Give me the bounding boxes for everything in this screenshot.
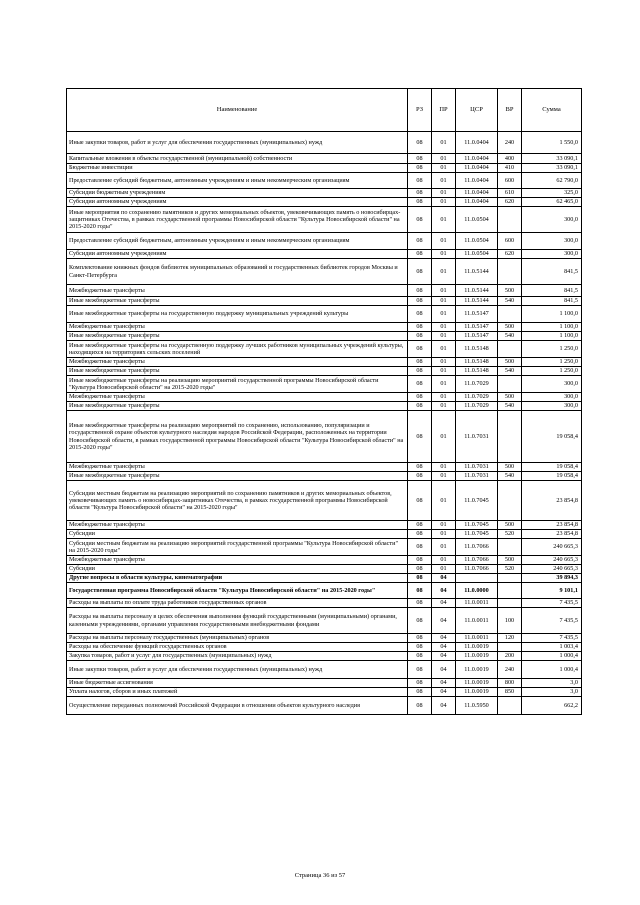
cell-csr: 11.0.5144	[456, 297, 498, 306]
cell-name: Предоставление субсидий бюджетным, автономным учреждениям и иным некоммерческим организациям	[67, 173, 408, 189]
cell-vr: 540	[498, 472, 522, 481]
cell-sum: 1 100,0	[522, 306, 582, 323]
table-row	[67, 306, 582, 323]
cell-vr	[498, 697, 522, 715]
cell-rz: 08	[408, 574, 432, 583]
cell-pr: 01	[432, 306, 456, 323]
table-row	[67, 463, 582, 472]
cell-name: Иные межбюджетные трансферты	[67, 402, 408, 411]
cell-rz: 08	[408, 376, 432, 393]
cell-vr: 540	[498, 297, 522, 306]
cell-sum: 23 854,8	[522, 530, 582, 539]
cell-rz: 08	[408, 259, 432, 285]
cell-rz: 08	[408, 358, 432, 367]
table-row	[67, 688, 582, 697]
cell-csr: 11.0.0404	[456, 164, 498, 173]
cell-rz: 08	[408, 688, 432, 697]
cell-vr: 120	[498, 634, 522, 643]
header-name: Наименование	[67, 89, 408, 132]
cell-vr	[498, 411, 522, 463]
table-body	[67, 132, 582, 715]
cell-vr: 240	[498, 661, 522, 679]
cell-name: Предоставление субсидий бюджетным, автономным учреждениям и иным некоммерческим организациям	[67, 233, 408, 250]
cell-csr: 11.0.0404	[456, 132, 498, 154]
cell-vr: 540	[498, 367, 522, 376]
cell-pr: 01	[432, 472, 456, 481]
cell-pr: 01	[432, 207, 456, 233]
cell-sum: 1 550,0	[522, 132, 582, 154]
table-row	[67, 367, 582, 376]
cell-csr: 11.0.7045	[456, 481, 498, 521]
cell-rz: 08	[408, 173, 432, 189]
cell-sum: 841,5	[522, 297, 582, 306]
cell-csr: 11.0.0404	[456, 154, 498, 164]
cell-name: Субсидии местным бюджетам на реализацию мероприятий по сохранению памятников и других мемориальных объектов, увековечивающих память о новосибирцах-защитниках Отечества, в рамках государственной программы Новосибирской области "Культура Новосибирской области" на 2015-2020 годы"	[67, 481, 408, 521]
cell-vr: 620	[498, 250, 522, 259]
cell-name: Иные бюджетные ассигнования	[67, 679, 408, 688]
cell-name: Расходы на выплаты персоналу государственных (муниципальных) органов	[67, 634, 408, 643]
cell-name: Субсидии	[67, 565, 408, 574]
cell-name: Межбюджетные трансферты	[67, 463, 408, 472]
cell-csr: 11.0.7066	[456, 539, 498, 556]
cell-sum: 9 101,1	[522, 583, 582, 599]
cell-rz: 08	[408, 652, 432, 661]
cell-pr: 01	[432, 393, 456, 402]
cell-sum: 19 058,4	[522, 411, 582, 463]
cell-rz: 08	[408, 583, 432, 599]
cell-pr: 04	[432, 634, 456, 643]
cell-sum: 1 100,0	[522, 323, 582, 332]
cell-csr: 11.0.0504	[456, 233, 498, 250]
cell-csr: 11.0.0504	[456, 250, 498, 259]
cell-sum: 300,0	[522, 250, 582, 259]
cell-sum: 300,0	[522, 402, 582, 411]
cell-csr: 11.0.5144	[456, 285, 498, 297]
budget-table-container	[66, 88, 581, 715]
cell-csr: 11.0.0504	[456, 207, 498, 233]
cell-vr	[498, 599, 522, 608]
header-vr: ВР	[498, 89, 522, 132]
cell-rz: 08	[408, 472, 432, 481]
cell-csr: 11.0.0019	[456, 679, 498, 688]
cell-name: Капитальные вложения в объекты государственной (муниципальной) собственности	[67, 154, 408, 164]
cell-csr: 11.0.0404	[456, 198, 498, 207]
cell-csr: 11.0.7029	[456, 393, 498, 402]
cell-rz: 08	[408, 608, 432, 634]
cell-pr: 01	[432, 367, 456, 376]
cell-vr	[498, 207, 522, 233]
cell-sum: 33 090,1	[522, 164, 582, 173]
cell-pr: 04	[432, 661, 456, 679]
cell-name: Иные межбюджетные трансферты	[67, 367, 408, 376]
cell-csr: 11.0.0404	[456, 173, 498, 189]
cell-vr: 850	[498, 688, 522, 697]
cell-rz: 08	[408, 285, 432, 297]
cell-pr: 01	[432, 164, 456, 173]
cell-sum: 3,0	[522, 679, 582, 688]
cell-pr: 04	[432, 574, 456, 583]
cell-csr: 11.0.7029	[456, 402, 498, 411]
table-row	[67, 697, 582, 715]
cell-pr: 01	[432, 556, 456, 565]
cell-csr: 11.0.5148	[456, 358, 498, 367]
cell-name: Межбюджетные трансферты	[67, 393, 408, 402]
cell-pr: 01	[432, 297, 456, 306]
cell-vr: 500	[498, 463, 522, 472]
cell-rz: 08	[408, 393, 432, 402]
cell-csr: 11.0.7031	[456, 411, 498, 463]
cell-rz: 08	[408, 341, 432, 358]
budget-table	[66, 88, 582, 715]
cell-csr: 11.0.5147	[456, 332, 498, 341]
cell-pr: 01	[432, 411, 456, 463]
cell-pr: 01	[432, 402, 456, 411]
cell-sum: 325,0	[522, 189, 582, 198]
table-row	[67, 481, 582, 521]
table-row	[67, 574, 582, 583]
cell-name: Расходы на выплаты персоналу в целях обеспечения выполнения функций государственными (муниципальными) органами, казенными учреждениями, органами управления государственными внебюджетными фондами	[67, 608, 408, 634]
cell-vr: 400	[498, 154, 522, 164]
cell-name: Расходы на обеспечение функций государственных органов	[67, 643, 408, 652]
cell-csr: 11.0.0000	[456, 583, 498, 599]
cell-sum: 19 058,4	[522, 463, 582, 472]
cell-vr	[498, 583, 522, 599]
cell-pr: 01	[432, 323, 456, 332]
table-row	[67, 539, 582, 556]
cell-csr: 11.0.7045	[456, 530, 498, 539]
cell-name: Иные межбюджетные трансферты на реализацию мероприятий государственной программы Новосибирской области "Культура Новосибирской области" на 2015-2020 годы"	[67, 376, 408, 393]
cell-pr: 01	[432, 539, 456, 556]
cell-rz: 08	[408, 661, 432, 679]
cell-csr: 11.0.5144	[456, 259, 498, 285]
cell-vr	[498, 341, 522, 358]
cell-rz: 08	[408, 521, 432, 530]
cell-sum: 1 250,0	[522, 367, 582, 376]
cell-rz: 08	[408, 332, 432, 341]
cell-vr: 410	[498, 164, 522, 173]
cell-rz: 08	[408, 189, 432, 198]
cell-name: Иные межбюджетные трансферты	[67, 297, 408, 306]
cell-pr: 01	[432, 463, 456, 472]
table-row	[67, 376, 582, 393]
cell-sum: 33 090,1	[522, 154, 582, 164]
cell-rz: 08	[408, 679, 432, 688]
cell-vr	[498, 306, 522, 323]
table-row	[67, 402, 582, 411]
cell-name: Иные межбюджетные трансферты	[67, 332, 408, 341]
table-row	[67, 358, 582, 367]
cell-csr: 11.0.7066	[456, 556, 498, 565]
cell-csr: 11.0.5148	[456, 341, 498, 358]
cell-rz: 08	[408, 697, 432, 715]
cell-csr	[456, 574, 498, 583]
table-row	[67, 521, 582, 530]
cell-pr: 01	[432, 565, 456, 574]
cell-rz: 08	[408, 207, 432, 233]
cell-csr: 11.0.7066	[456, 565, 498, 574]
table-row	[67, 323, 582, 332]
header-pr: ПР	[432, 89, 456, 132]
cell-pr: 01	[432, 132, 456, 154]
cell-name: Другие вопросы в области культуры, кинематографии	[67, 574, 408, 583]
table-row	[67, 198, 582, 207]
header-sum: Сумма	[522, 89, 582, 132]
table-row	[67, 652, 582, 661]
cell-rz: 08	[408, 556, 432, 565]
cell-vr: 520	[498, 565, 522, 574]
cell-sum: 1 000,4	[522, 661, 582, 679]
cell-name: Субсидии бюджетным учреждениям	[67, 189, 408, 198]
cell-rz: 08	[408, 599, 432, 608]
table-row	[67, 164, 582, 173]
cell-vr: 540	[498, 402, 522, 411]
table-row	[67, 679, 582, 688]
cell-sum: 7 435,5	[522, 599, 582, 608]
table-row	[67, 233, 582, 250]
cell-sum: 3,0	[522, 688, 582, 697]
cell-name: Бюджетные инвестиции	[67, 164, 408, 173]
cell-name: Субсидии автономным учреждениям	[67, 198, 408, 207]
cell-vr: 240	[498, 132, 522, 154]
cell-pr: 01	[432, 376, 456, 393]
table-row	[67, 250, 582, 259]
table-row	[67, 341, 582, 358]
table-row	[67, 189, 582, 198]
table-row	[67, 332, 582, 341]
cell-csr: 11.0.7031	[456, 463, 498, 472]
cell-rz: 08	[408, 323, 432, 332]
header-csr: ЦСР	[456, 89, 498, 132]
cell-sum: 1 250,0	[522, 358, 582, 367]
cell-pr: 01	[432, 189, 456, 198]
cell-vr	[498, 539, 522, 556]
cell-csr: 11.0.0019	[456, 643, 498, 652]
table-row	[67, 661, 582, 679]
cell-pr: 04	[432, 599, 456, 608]
cell-pr: 01	[432, 521, 456, 530]
cell-pr: 04	[432, 679, 456, 688]
cell-name: Межбюджетные трансферты	[67, 521, 408, 530]
cell-sum: 300,0	[522, 393, 582, 402]
cell-vr: 100	[498, 608, 522, 634]
cell-pr: 01	[432, 198, 456, 207]
cell-pr: 01	[432, 341, 456, 358]
table-row	[67, 530, 582, 539]
cell-sum: 7 435,5	[522, 634, 582, 643]
cell-pr: 01	[432, 481, 456, 521]
cell-pr: 01	[432, 154, 456, 164]
cell-rz: 08	[408, 565, 432, 574]
table-row	[67, 608, 582, 634]
table-row	[67, 393, 582, 402]
cell-rz: 08	[408, 643, 432, 652]
cell-sum: 300,0	[522, 233, 582, 250]
cell-sum: 841,5	[522, 259, 582, 285]
cell-name: Межбюджетные трансферты	[67, 285, 408, 297]
cell-vr	[498, 259, 522, 285]
cell-vr: 500	[498, 358, 522, 367]
cell-vr: 520	[498, 530, 522, 539]
cell-pr: 01	[432, 259, 456, 285]
table-row	[67, 583, 582, 599]
cell-vr: 800	[498, 679, 522, 688]
cell-sum: 19 058,4	[522, 472, 582, 481]
cell-pr: 04	[432, 652, 456, 661]
cell-sum: 23 854,8	[522, 481, 582, 521]
cell-rz: 08	[408, 539, 432, 556]
cell-csr: 11.0.7029	[456, 376, 498, 393]
cell-sum: 300,0	[522, 376, 582, 393]
cell-csr: 11.0.7031	[456, 472, 498, 481]
cell-pr: 04	[432, 608, 456, 634]
cell-rz: 08	[408, 132, 432, 154]
cell-name: Осуществление переданных полномочий Российской Федерации в отношении объектов культурного наследия	[67, 697, 408, 715]
cell-vr	[498, 376, 522, 393]
cell-csr: 11.0.0011	[456, 599, 498, 608]
cell-name: Субсидии	[67, 530, 408, 539]
table-row	[67, 556, 582, 565]
cell-csr: 11.0.0011	[456, 608, 498, 634]
cell-vr	[498, 643, 522, 652]
cell-csr: 11.0.5950	[456, 697, 498, 715]
table-header-row	[67, 89, 582, 132]
table-row	[67, 207, 582, 233]
cell-pr: 04	[432, 688, 456, 697]
cell-name: Иные закупки товаров, работ и услуг для обеспечения государственных (муниципальных) нужд	[67, 661, 408, 679]
cell-name: Субсидии местным бюджетам на реализацию мероприятий государственной программы "Культура Новосибирской области" на 2015-2020 годы"	[67, 539, 408, 556]
cell-csr: 11.0.5147	[456, 306, 498, 323]
cell-csr: 11.0.5147	[456, 323, 498, 332]
cell-pr: 04	[432, 643, 456, 652]
cell-sum: 7 435,5	[522, 608, 582, 634]
cell-sum: 240 665,3	[522, 556, 582, 565]
cell-pr: 01	[432, 332, 456, 341]
table-row	[67, 472, 582, 481]
cell-vr: 200	[498, 652, 522, 661]
cell-sum: 300,0	[522, 207, 582, 233]
table-row	[67, 411, 582, 463]
cell-name: Иные межбюджетные трансферты на реализацию мероприятий по сохранению, использованию, популяризации и государственной охране объектов культурного наследия народов Российской Федерации, расположенных на территории Новосибирской области, в рамках государственной программы Новосибирской области "Культура Новосибирской области" на 2015-2020 годы"	[67, 411, 408, 463]
cell-pr: 01	[432, 173, 456, 189]
cell-rz: 08	[408, 164, 432, 173]
cell-name: Субсидии автономным учреждениям	[67, 250, 408, 259]
header-rz: РЗ	[408, 89, 432, 132]
cell-rz: 08	[408, 154, 432, 164]
cell-name: Комплектование книжных фондов библиотек муниципальных образований и государственных библиотек городов Москвы и Санкт-Петербурга	[67, 259, 408, 285]
cell-pr: 01	[432, 250, 456, 259]
cell-sum: 1 250,0	[522, 341, 582, 358]
table-row	[67, 173, 582, 189]
table-row	[67, 297, 582, 306]
cell-sum: 62 790,0	[522, 173, 582, 189]
cell-csr: 11.0.0019	[456, 661, 498, 679]
cell-sum: 841,5	[522, 285, 582, 297]
cell-vr: 600	[498, 233, 522, 250]
page-footer: Страница 36 из 57	[294, 872, 346, 879]
cell-name: Иные мероприятия по сохранению памятников и других мемориальных объектов, увековечивающих память о новосибирцах-защитниках Отечества, в рамках государственной программы Новосибирской области "Культура Новосибирской области" на 2015-2020 годы"	[67, 207, 408, 233]
cell-rz: 08	[408, 402, 432, 411]
cell-sum: 662,2	[522, 697, 582, 715]
cell-name: Иные закупки товаров, работ и услуг для обеспечения государственных (муниципальных) нужд	[67, 132, 408, 154]
cell-rz: 08	[408, 250, 432, 259]
cell-vr: 500	[498, 393, 522, 402]
cell-name: Закупка товаров, работ и услуг для государственных (муниципальных) нужд	[67, 652, 408, 661]
cell-rz: 08	[408, 634, 432, 643]
cell-csr: 11.0.5148	[456, 367, 498, 376]
cell-name: Иные межбюджетные трансферты на государственную поддержку лучших работников муниципальных учреждений культуры, находящихся на территориях сельских поселений	[67, 341, 408, 358]
cell-sum: 62 465,0	[522, 198, 582, 207]
cell-vr: 500	[498, 285, 522, 297]
cell-sum: 23 854,8	[522, 521, 582, 530]
table-row	[67, 285, 582, 297]
cell-name: Расходы на выплаты по оплате труда работников государственных органов	[67, 599, 408, 608]
cell-rz: 08	[408, 463, 432, 472]
cell-vr: 500	[498, 556, 522, 565]
table-row	[67, 634, 582, 643]
cell-rz: 08	[408, 481, 432, 521]
cell-vr: 610	[498, 189, 522, 198]
cell-sum: 39 894,3	[522, 574, 582, 583]
cell-pr: 04	[432, 697, 456, 715]
cell-sum: 1 100,0	[522, 332, 582, 341]
cell-name: Иные межбюджетные трансферты	[67, 472, 408, 481]
cell-rz: 08	[408, 297, 432, 306]
cell-sum: 240 665,3	[522, 565, 582, 574]
cell-csr: 11.0.0011	[456, 634, 498, 643]
cell-vr: 540	[498, 332, 522, 341]
cell-name: Уплата налогов, сборов и иных платежей	[67, 688, 408, 697]
cell-pr: 01	[432, 285, 456, 297]
table-row	[67, 259, 582, 285]
cell-rz: 08	[408, 306, 432, 323]
cell-rz: 08	[408, 530, 432, 539]
cell-csr: 11.0.7045	[456, 521, 498, 530]
cell-vr: 620	[498, 198, 522, 207]
cell-name: Межбюджетные трансферты	[67, 323, 408, 332]
table-row	[67, 565, 582, 574]
cell-name: Межбюджетные трансферты	[67, 556, 408, 565]
cell-rz: 08	[408, 233, 432, 250]
cell-vr: 600	[498, 173, 522, 189]
cell-pr: 01	[432, 233, 456, 250]
cell-name: Иные межбюджетные трансферты на государственную поддержку муниципальных учреждений культуры	[67, 306, 408, 323]
cell-rz: 08	[408, 198, 432, 207]
cell-vr	[498, 574, 522, 583]
cell-csr: 11.0.0019	[456, 652, 498, 661]
cell-pr: 04	[432, 583, 456, 599]
table-row	[67, 154, 582, 164]
cell-rz: 08	[408, 367, 432, 376]
cell-pr: 01	[432, 358, 456, 367]
table-row	[67, 599, 582, 608]
cell-csr: 11.0.0019	[456, 688, 498, 697]
cell-vr: 500	[498, 323, 522, 332]
cell-rz: 08	[408, 411, 432, 463]
cell-name: Государственная программа Новосибирской области "Культура Новосибирской области" на 2015-2020 годы"	[67, 583, 408, 599]
cell-sum: 240 665,3	[522, 539, 582, 556]
cell-pr: 01	[432, 530, 456, 539]
cell-vr: 500	[498, 521, 522, 530]
table-row	[67, 132, 582, 154]
table-row	[67, 643, 582, 652]
cell-sum: 1 000,4	[522, 652, 582, 661]
cell-name: Межбюджетные трансферты	[67, 358, 408, 367]
cell-vr	[498, 481, 522, 521]
cell-sum: 1 003,4	[522, 643, 582, 652]
cell-csr: 11.0.0404	[456, 189, 498, 198]
